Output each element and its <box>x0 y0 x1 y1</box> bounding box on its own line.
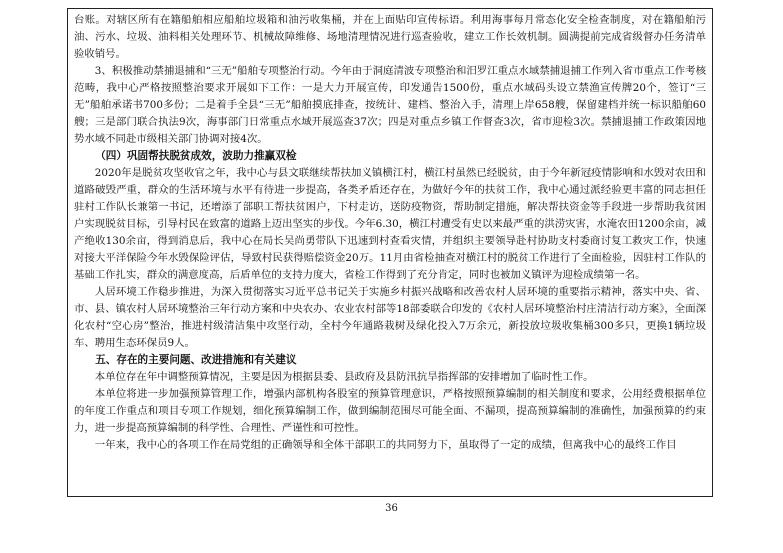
paragraph-3: 2020年是脱贫攻坚收官之年，我中心与县文联继续帮扶加义镇横江村，横江村虽然已经脱贫，由于今年新冠疫情影响和水毁对农田和道路破毁严重，群众的生活环境与水平有待进一步提高，各类矛盾还存在，为做好今年的扶贫工作，我中心通过派经验更丰富的同志担任驻村工作队长兼第一书记，还增添了部职工帮扶贫困户，下村走访，送防疫物资，帮助制定措施，解决帮扶资金等手段进一步帮助我贫困户实现脱贫目标，引导村民在致富的道路上迈出坚实的步伐。今年6.30，横江村遭受有史以来最严重的洪涝灾害，水淹农田1200余亩，减产绝收130余亩，得到消息后，我中心在局长吴尚勇带队下迅速到村查看灾情，并组织主要领导赴村协助支村委商讨复工救灾工作，快速对接大平洋保险今年水毁保险评估，导致村民获得赔偿资金20万。11月由省检抽查对横江村的脱贫工作进行了全面检验，因驻村工作队的基础工作扎实，群众的满意度高，后盾单位的支持力度大，省检工作得到了充分肯定，同时也被加义镇评为迎检成绩第一名。 <box>74 167 706 281</box>
paragraph-1: 台账。对辖区所有在籍船舶相应船舶垃圾箱和油污收集桶，并在上面贴印宣传标语。利用海事每月常态化安全检查制度，对在籍船舶污油、污水、垃圾、油料相关处理环节、机械故障维修、场地清理情况进行巡查验收，建立工作长效机制。圆满提前完成省级督办任务清单验收销号。 <box>74 14 706 60</box>
paragraph-2: 3、积极推动禁捕退捕和“三无”船舶专项整治行动。今年由于洞庭清波专项整治和汨罗江重点水域禁捕退捕工作列入省市重点工作考核范畴，我中心严格按照整治要求开展如下工作：一是大力开展宣传，印发通告1500份，重点水域码头设立禁渔宣传牌20个，签订“三无”船舶承诺书700多份；二是着手全县“三无”船舶摸底排查，按统计、建档、整治入手，清理上岸658艘，保留建档并统一标识船舶60艘；三是部门联合执法9次，海事部门日常重点水域开展巡查37次；四是对重点乡镇工作督查3次，省市迎检3次。禁捕退捕工作政策因地势水域不同赴市级相关部门协调对接4次。 <box>74 65 706 145</box>
page-number: 36 <box>385 503 398 514</box>
paragraph-6: 本单位将进一步加强预算管理工作，增强内部机构各股室的预算管理意识，严格按照预算编制的相关制度和要求，公用经费根据单位的年度工作重点和项目专项工作规划，细化预算编制工作，做到编制范围尽可能全面、不漏项，提高预算编制的准确性，加强预算的约束力，进一步提高预算编制的科学性、合理性、严谨性和可控性。 <box>74 388 706 434</box>
paragraph-5: 本单位存在年中调整预算情况，主要是因为根据县委、县政府及县防汛抗旱指挥部的安排增加了临时性工作。 <box>94 371 594 383</box>
paragraph-7: 一年来，我中心的各项工作在局党组的正确领导和全体干部职工的共同努力下，虽取得了一定的成绩，但离我中心的最终工作目 <box>94 439 677 451</box>
document-body <box>67 8 713 497</box>
section-heading-4: （四）巩固帮扶脱贫成效，波助力推赢双检 <box>95 150 297 162</box>
paragraph-4: 人居环境工作稳步推进，为深入贯彻落实习近平总书记关于实施乡村振兴战略和改善农村人居环境的重要指示精神，落实中央、省、市、县、镇农村人居环境整治三年行动方案和中央农办、农业农村部等18部委联合印发的《农村人居环境整治村庄清洁行动方案》，全面深化农村“空心房”整治，推进村级清洁集中攻坚行动，全村今年通路栽树及绿化投入7万余元，新投放垃圾收集桶300多只，更换1辆垃圾车、聘用生态环保员9人。 <box>74 286 706 349</box>
section-heading-5: 五、存在的主要问题、改进措施和有关建议 <box>95 354 297 366</box>
